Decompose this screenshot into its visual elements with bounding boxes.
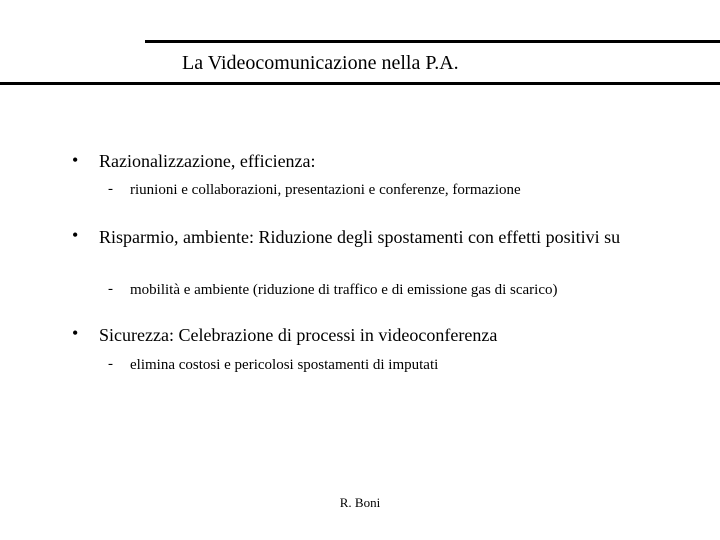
bullet-text: Risparmio, ambiente: Riduzione degli spostamenti con effetti positivi su bbox=[99, 227, 621, 247]
title-rule-bottom bbox=[0, 82, 720, 85]
sub-bullet-marker: - bbox=[108, 181, 113, 197]
sub-bullet-text: riunioni e collaborazioni, presentazioni e conferenze, formazione bbox=[130, 182, 521, 198]
title-rule-top bbox=[145, 40, 720, 43]
slide-title: La Videocomunicazione nella P.A. bbox=[182, 52, 459, 74]
footer-author: R. Boni bbox=[339, 495, 381, 510]
sub-bullet-text: mobilità e ambiente (riduzione di traffico e di emissione gas di scarico) bbox=[130, 282, 558, 298]
sub-bullet-text: elimina costosi e pericolosi spostamenti di imputati bbox=[130, 357, 439, 373]
sub-bullet-marker: - bbox=[108, 281, 113, 297]
bullet-marker: • bbox=[72, 225, 79, 245]
bullet-text: Sicurezza: Celebrazione di processi in videoconferenza bbox=[99, 325, 498, 345]
bullet-marker: • bbox=[72, 323, 79, 343]
sub-bullet-marker: - bbox=[108, 356, 113, 372]
bullet-marker: • bbox=[72, 150, 79, 170]
bullet-text: Razionalizzazione, efficienza: bbox=[99, 151, 316, 171]
